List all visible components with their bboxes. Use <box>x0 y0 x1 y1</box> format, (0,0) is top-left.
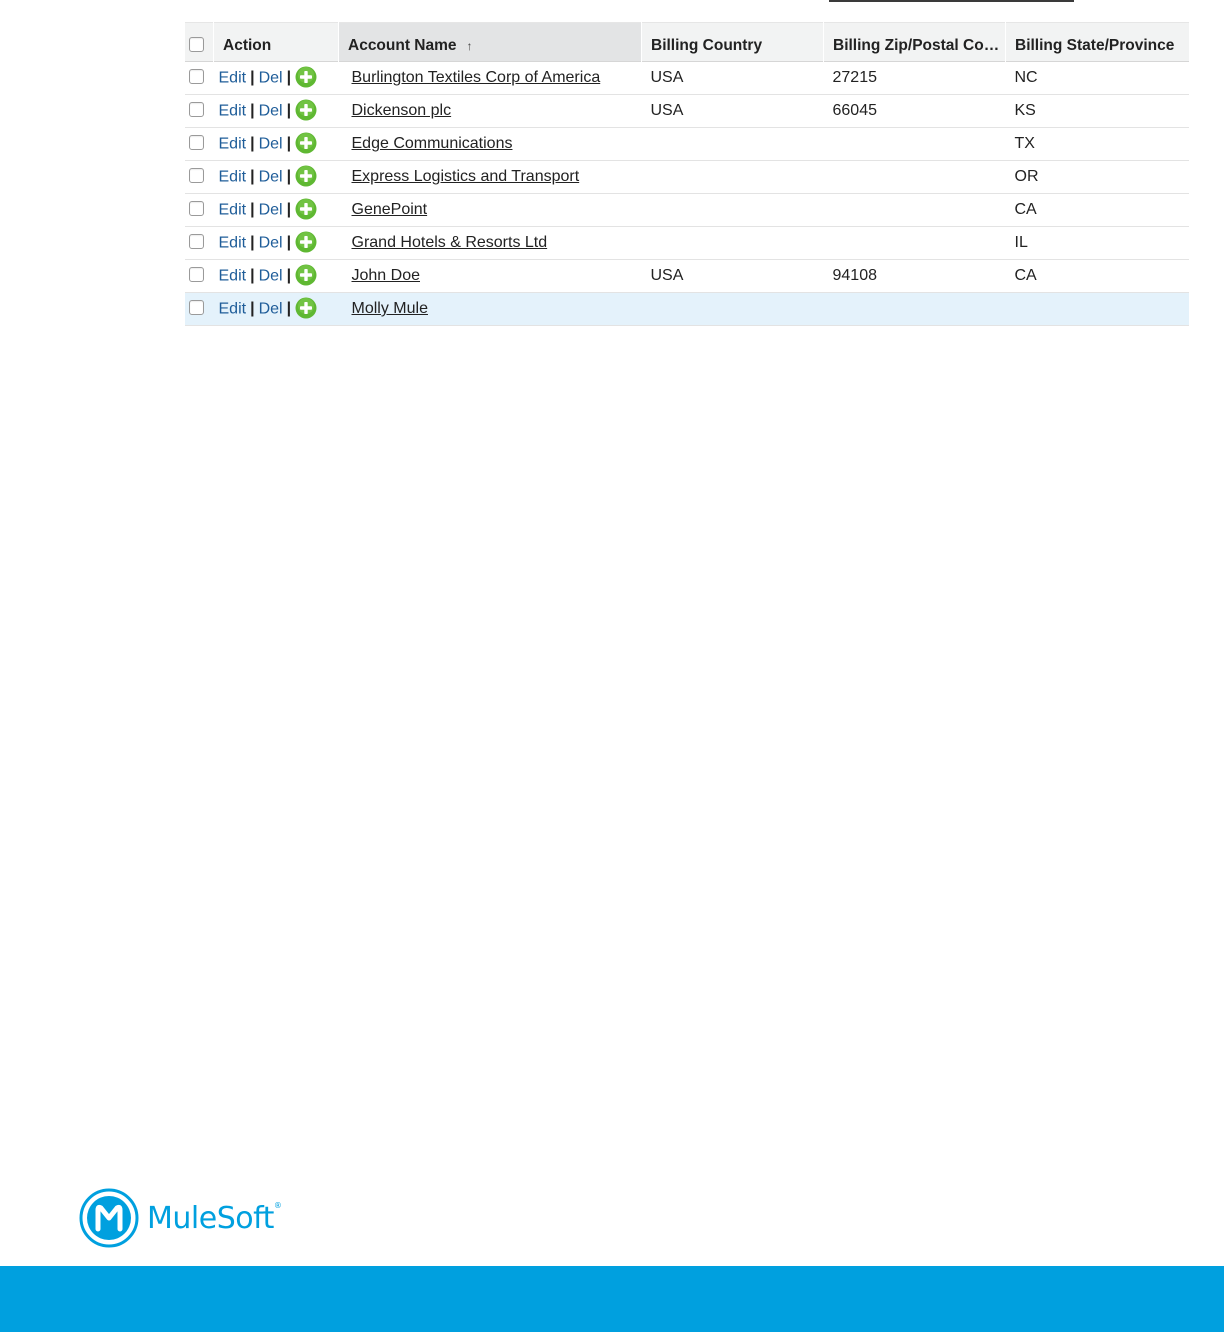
table-body <box>185 62 1189 326</box>
billing-zip-cell <box>824 227 1006 260</box>
account-name-link[interactable]: Edge Communications <box>351 135 513 152</box>
delete-link[interactable]: Del <box>258 135 283 153</box>
top-divider <box>829 0 1074 2</box>
column-header-billing-country[interactable]: Billing Country <box>642 23 824 62</box>
row-actions <box>214 128 339 161</box>
table-row <box>185 293 1189 326</box>
billing-state-cell: TX <box>1014 135 1035 152</box>
account-name-link[interactable]: Dickenson plc <box>351 102 452 119</box>
row-select-cell <box>185 293 214 326</box>
action-separator: | <box>286 201 292 219</box>
accounts-list-view <box>184 22 1188 326</box>
action-separator: | <box>286 69 292 87</box>
row-checkbox[interactable] <box>189 234 204 249</box>
action-separator: | <box>286 168 292 186</box>
action-separator: | <box>250 69 255 87</box>
row-select-cell <box>185 227 214 260</box>
add-plus-icon[interactable] <box>295 264 317 286</box>
delete-link[interactable]: Del <box>258 201 283 219</box>
billing-state-cell: KS <box>1014 102 1036 119</box>
billing-country-cell <box>642 227 824 260</box>
footer-bar <box>0 1266 1224 1332</box>
account-name-link[interactable]: Express Logistics and Transport <box>351 168 580 185</box>
add-plus-icon[interactable] <box>295 165 317 187</box>
billing-zip-cell <box>824 194 1006 227</box>
table-row <box>185 62 1189 95</box>
billing-country-cell <box>642 161 824 194</box>
billing-country-cell <box>642 293 824 326</box>
row-actions <box>214 62 339 95</box>
row-checkbox[interactable] <box>189 69 204 84</box>
add-plus-icon[interactable] <box>295 66 317 88</box>
action-separator: | <box>250 135 255 153</box>
table-row <box>185 161 1189 194</box>
row-actions <box>214 293 339 326</box>
row-actions <box>214 95 339 128</box>
edit-link[interactable]: Edit <box>218 201 247 219</box>
column-header-action: Action <box>214 23 339 62</box>
row-select-cell <box>185 161 214 194</box>
action-separator: | <box>250 234 255 252</box>
billing-country-cell: USA <box>650 102 684 119</box>
add-plus-icon[interactable] <box>295 231 317 253</box>
table-header-row <box>185 23 1189 62</box>
account-name-link[interactable]: Molly Mule <box>351 300 428 317</box>
add-plus-icon[interactable] <box>295 198 317 220</box>
billing-country-cell <box>642 128 824 161</box>
billing-zip-cell: 66045 <box>832 102 877 119</box>
table-row <box>185 95 1189 128</box>
row-actions <box>214 260 339 293</box>
edit-link[interactable]: Edit <box>218 168 247 186</box>
action-separator: | <box>250 168 255 186</box>
edit-link[interactable]: Edit <box>218 234 247 252</box>
registered-mark: ® <box>273 1200 282 1210</box>
edit-link[interactable]: Edit <box>218 69 247 87</box>
billing-state-cell: OR <box>1014 168 1039 185</box>
billing-state-cell: CA <box>1014 201 1037 218</box>
delete-link[interactable]: Del <box>258 300 283 318</box>
account-name-cell <box>339 260 642 293</box>
row-select-cell <box>185 95 214 128</box>
row-select-cell <box>185 194 214 227</box>
edit-link[interactable]: Edit <box>218 102 247 120</box>
select-all-cell <box>185 23 214 62</box>
table-row <box>185 260 1189 293</box>
account-name-cell <box>339 128 642 161</box>
table-row <box>185 227 1189 260</box>
action-separator: | <box>250 300 255 318</box>
accounts-table <box>184 22 1189 326</box>
column-header-billing-zip[interactable]: Billing Zip/Postal Co… <box>824 23 1006 62</box>
row-actions <box>214 161 339 194</box>
mulesoft-logo-icon <box>79 1188 139 1248</box>
row-checkbox[interactable] <box>189 267 204 282</box>
action-separator: | <box>250 201 255 219</box>
delete-link[interactable]: Del <box>258 69 283 87</box>
billing-state-cell: IL <box>1014 234 1028 251</box>
account-name-cell <box>339 293 642 326</box>
row-select-cell <box>185 128 214 161</box>
row-actions <box>214 227 339 260</box>
billing-state-cell: CA <box>1014 267 1037 284</box>
billing-country-cell: USA <box>650 267 684 284</box>
action-separator: | <box>286 300 292 318</box>
account-name-cell <box>339 95 642 128</box>
row-checkbox[interactable] <box>189 102 204 117</box>
billing-zip-cell: 27215 <box>832 69 877 86</box>
account-name-link[interactable]: Burlington Textiles Corp of America <box>351 69 601 86</box>
billing-zip-cell: 94108 <box>832 267 877 284</box>
mulesoft-wordmark-text: MuleSoft <box>147 1200 274 1236</box>
action-separator: | <box>286 135 292 153</box>
billing-country-cell <box>642 194 824 227</box>
account-name-cell <box>339 194 642 227</box>
billing-state-cell <box>1006 293 1189 326</box>
billing-state-cell: NC <box>1014 69 1038 86</box>
action-separator: | <box>250 102 255 120</box>
action-separator: | <box>286 234 292 252</box>
row-select-cell <box>185 62 214 95</box>
mulesoft-wordmark <box>147 1201 281 1236</box>
action-separator: | <box>286 102 292 120</box>
row-checkbox[interactable] <box>189 201 204 216</box>
column-header-account-name[interactable] <box>339 23 642 62</box>
add-plus-icon[interactable] <box>295 132 317 154</box>
add-plus-icon[interactable] <box>295 297 317 319</box>
row-checkbox[interactable] <box>189 135 204 150</box>
account-name-cell <box>339 227 642 260</box>
delete-link[interactable]: Del <box>258 168 283 186</box>
delete-link[interactable]: Del <box>258 267 283 285</box>
account-name-cell <box>339 161 642 194</box>
billing-zip-cell <box>824 161 1006 194</box>
action-separator: | <box>250 267 255 285</box>
account-name-link[interactable]: Grand Hotels & Resorts Ltd <box>351 234 548 251</box>
billing-zip-cell <box>824 128 1006 161</box>
action-separator: | <box>286 267 292 285</box>
edit-link[interactable]: Edit <box>218 135 247 153</box>
account-name-cell <box>339 62 642 95</box>
column-header-account-name-label: Account Name <box>348 37 457 54</box>
edit-link[interactable]: Edit <box>218 300 247 318</box>
edit-link[interactable]: Edit <box>218 267 247 285</box>
table-row <box>185 128 1189 161</box>
select-all-checkbox[interactable] <box>189 37 204 52</box>
row-checkbox[interactable] <box>189 168 204 183</box>
row-checkbox[interactable] <box>189 300 204 315</box>
sort-ascending-icon: ↑ <box>466 39 473 53</box>
row-actions <box>214 194 339 227</box>
account-name-link[interactable]: John Doe <box>351 267 420 284</box>
delete-link[interactable]: Del <box>258 102 283 120</box>
table-row <box>185 194 1189 227</box>
row-select-cell <box>185 260 214 293</box>
account-name-link[interactable]: GenePoint <box>351 201 428 218</box>
column-header-billing-state[interactable]: Billing State/Province <box>1006 23 1189 62</box>
billing-zip-cell <box>824 293 1006 326</box>
delete-link[interactable]: Del <box>258 234 283 252</box>
billing-country-cell: USA <box>650 69 684 86</box>
mulesoft-logo <box>79 1188 281 1248</box>
add-plus-icon[interactable] <box>295 99 317 121</box>
